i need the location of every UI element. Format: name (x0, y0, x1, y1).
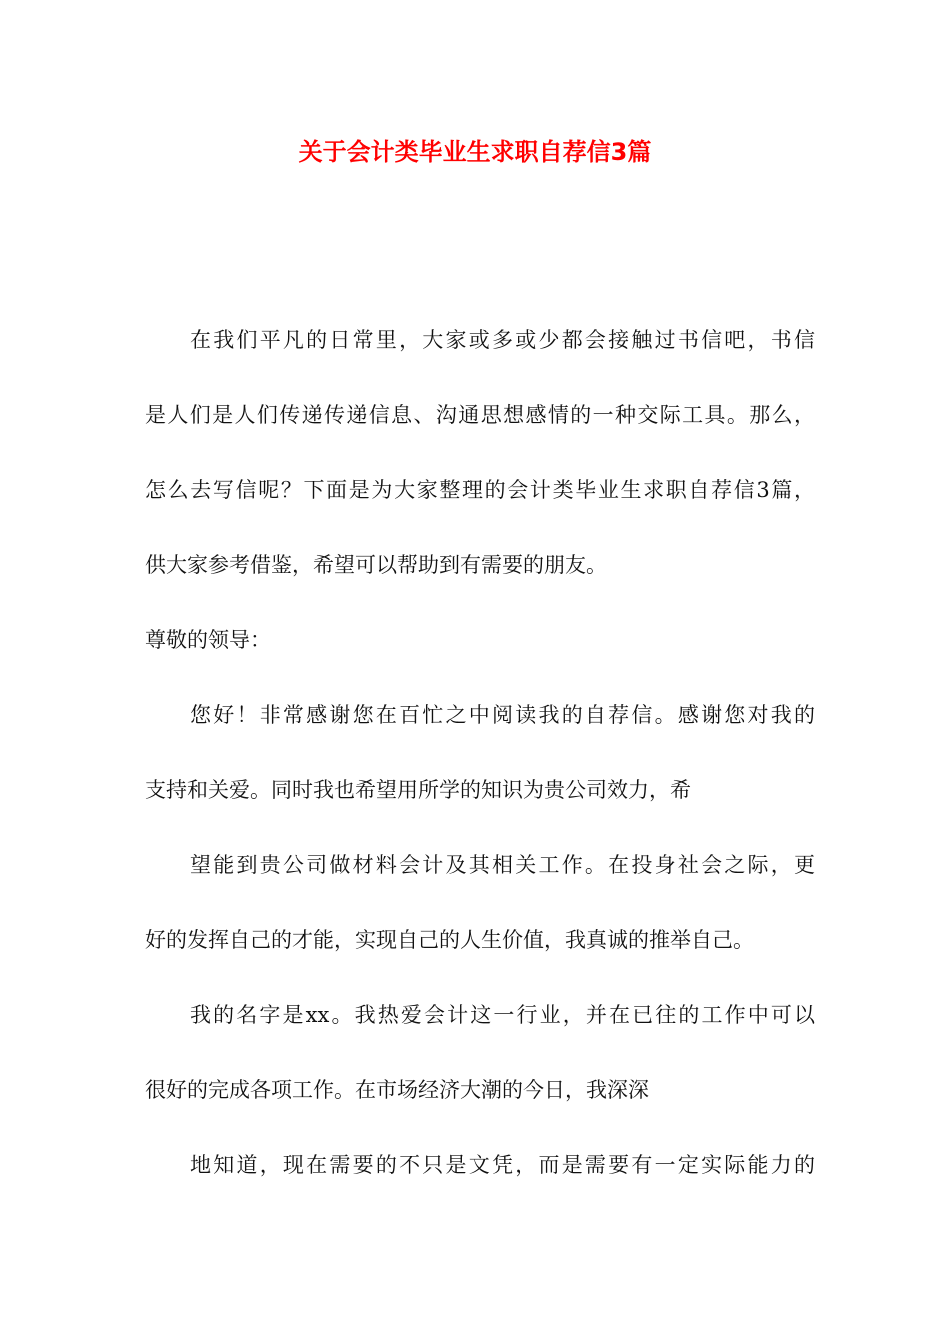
text-line-10: 我的名字是xx。我热爱会计这一行业，并在已往的工作中可以 (190, 1003, 815, 1027)
text-line-6: 您好！非常感谢您在百忙之中阅读我的自荐信。感谢您对我的 (190, 703, 815, 727)
text-line-1: 在我们平凡的日常里，大家或多或少都会接触过书信吧，书信 (190, 328, 815, 352)
document-title: 关于会计类毕业生求职自荐信3篇 (298, 138, 652, 166)
text-line-9: 好的发挥自己的才能，实现自己的人生价值，我真诚的推举自己。 (145, 928, 754, 952)
text-line-2: 是人们是人们传递传递信息、沟通思想感情的一种交际工具。那么， (145, 403, 815, 427)
salutation: 尊敬的领导： (145, 628, 271, 652)
text-line-3: 怎么去写信呢？下面是为大家整理的会计类毕业生求职自荐信3篇， (145, 478, 815, 502)
text-line-11: 很好的完成各项工作。在市场经济大潮的今日，我深深 (145, 1078, 649, 1102)
text-line-7: 支持和关爱。同时我也希望用所学的知识为贵公司效力，希 (145, 778, 691, 802)
text-line-12: 地知道，现在需要的不只是文凭，而是需要有一定实际能力的 (190, 1153, 815, 1177)
text-line-4: 供大家参考借鉴，希望可以帮助到有需要的朋友。 (145, 553, 607, 577)
text-line-8: 望能到贵公司做材料会计及其相关工作。在投身社会之际，更 (190, 853, 815, 877)
